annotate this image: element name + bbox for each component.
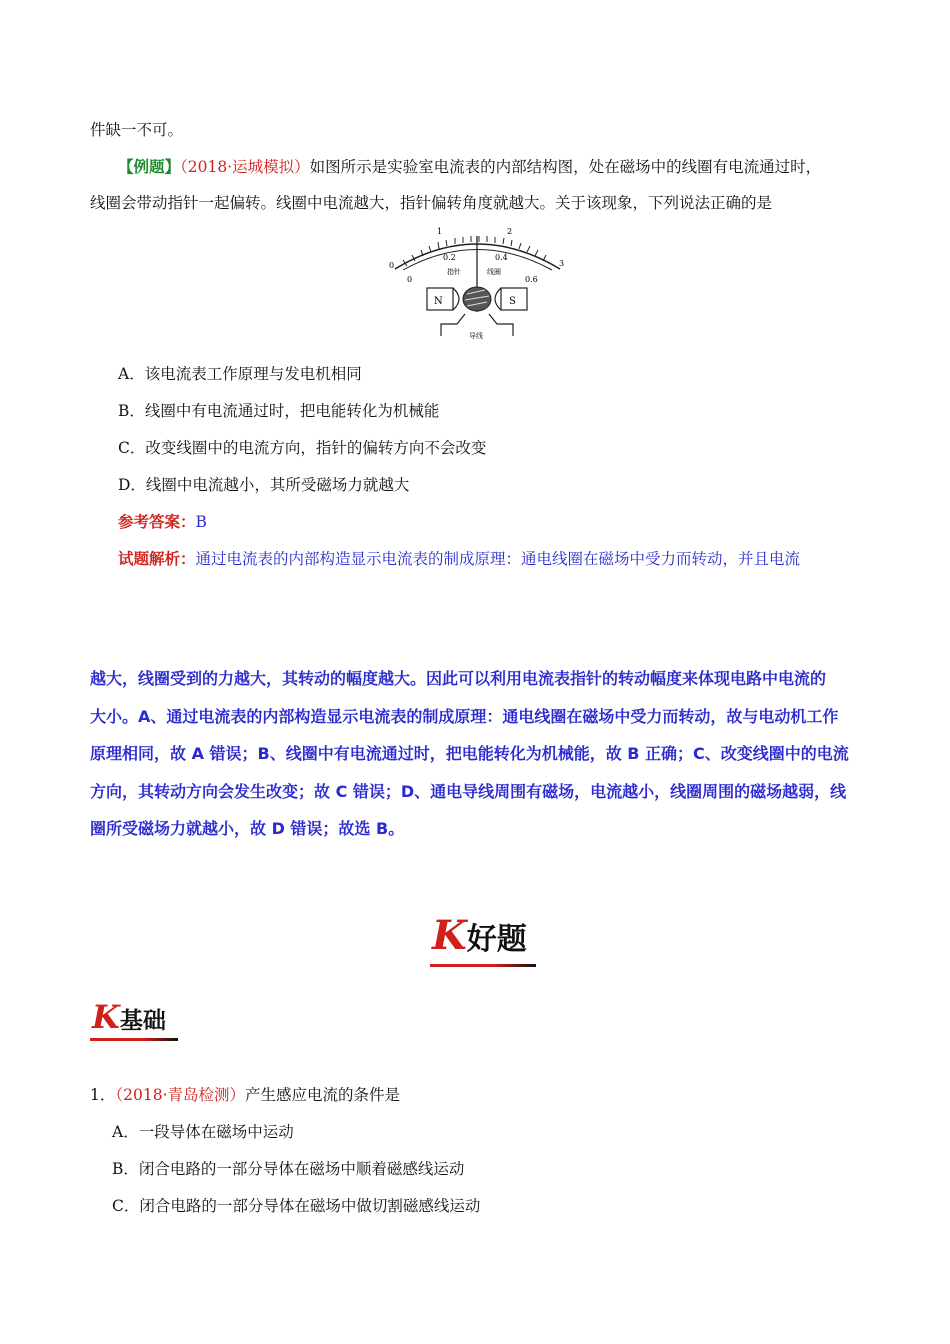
- q1-option-c: C．闭合电路的一部分导体在磁场中做切割磁感线运动: [112, 1197, 481, 1215]
- ammeter-figure: [385, 224, 570, 344]
- magnet-n: N: [434, 296, 443, 307]
- analysis-label: 试题解析：: [118, 549, 196, 568]
- magnet-s: S: [509, 296, 516, 307]
- continuation-text: 件缺一不可。: [90, 121, 184, 139]
- example-text-2: 线圈会带动指针一起偏转。线圈中电流越大，指针偏转角度就越大。关于该现象，下列说法正确的是: [90, 194, 773, 212]
- section-main-underline: [430, 964, 536, 967]
- example-tag: 【例题】: [118, 157, 181, 176]
- q1-option-a: A．一段导体在磁场中运动: [112, 1123, 294, 1141]
- analysis-line-1: [118, 549, 800, 569]
- question-1: [90, 1085, 400, 1105]
- option-d: D．线圈中电流越小，其所受磁场力就越大: [118, 476, 410, 494]
- answer-line: [118, 512, 207, 532]
- section-basic-underline: [90, 1038, 178, 1041]
- analysis-rest-2: 大小。A、通过电流表的内部构造显示电流表的制成原理：通电线圈在磁场中受力而转动，故与电动机工作: [90, 706, 839, 726]
- answer-label: 参考答案：: [118, 512, 196, 531]
- scale-bottom-1: 0.2: [443, 253, 456, 262]
- label-coil: 线圈: [487, 268, 501, 276]
- analysis-rest-1: 越大，线圈受到的力越大，其转动的幅度越大。因此可以利用电流表指针的转动幅度来体现电路中电流的: [90, 669, 827, 688]
- label-wire: 导线: [469, 332, 483, 340]
- section-basic-heading: [92, 998, 166, 1036]
- analysis-rest-4: 方向，其转动方向会发生改变；故 C 错误；D、通电导线周围有磁场，电流越小，线圈周围的磁场越弱，线: [90, 781, 847, 801]
- section-basic-k: K: [92, 998, 120, 1036]
- scale-top-1: 1: [437, 227, 443, 236]
- analysis-continuation: [90, 660, 880, 848]
- q1-source: （2018·青岛检测）: [115, 1086, 245, 1104]
- analysis-rest-5: 圈所受磁场力就越小，故 D 错误；故选 B。: [90, 819, 405, 838]
- example-text-1: 如图所示是实验室电流表的内部结构图，处在磁场中的线圈有电流通过时，: [309, 158, 822, 176]
- section-main-heading: [432, 912, 527, 959]
- answer-value: B: [195, 513, 207, 531]
- scale-top-2: 2: [507, 227, 513, 236]
- scale-top-3: 3: [559, 259, 565, 268]
- scale-top-0: 0: [389, 261, 395, 270]
- scale-bottom-2: 0.4: [495, 253, 508, 262]
- scale-bottom-3: 0.6: [525, 275, 538, 284]
- option-c: C．改变线圈中的电流方向，指针的偏转方向不会改变: [118, 439, 487, 457]
- q1-text: 产生感应电流的条件是: [245, 1086, 401, 1104]
- q1-option-b: B．闭合电路的一部分导体在磁场中顺着磁感线运动: [112, 1160, 465, 1178]
- section-main-k: K: [432, 912, 467, 959]
- section-main-title: 好题: [466, 922, 527, 957]
- q1-number: 1．: [90, 1086, 116, 1104]
- coil: [463, 287, 491, 311]
- analysis-rest-3: 原理相同，故 A 错误；B、线圈中有电流通过时，把电能转化为机械能，故 B 正确；C、改变线圈中的电流: [90, 744, 849, 763]
- option-b: B．线圈中有电流通过时，把电能转化为机械能: [118, 402, 440, 420]
- example-line-1: [118, 157, 821, 177]
- example-source: （2018·运城模拟）: [180, 158, 310, 176]
- section-basic-title: 基础: [119, 1007, 166, 1034]
- analysis-first: 通过电流表的内部构造显示电流表的制成原理：通电线圈在磁场中受力而转动，并且电流: [195, 550, 801, 568]
- label-pointer: 指针: [447, 268, 461, 276]
- option-a: A．该电流表工作原理与发电机相同: [118, 365, 362, 383]
- scale-bottom-0: 0: [407, 275, 413, 284]
